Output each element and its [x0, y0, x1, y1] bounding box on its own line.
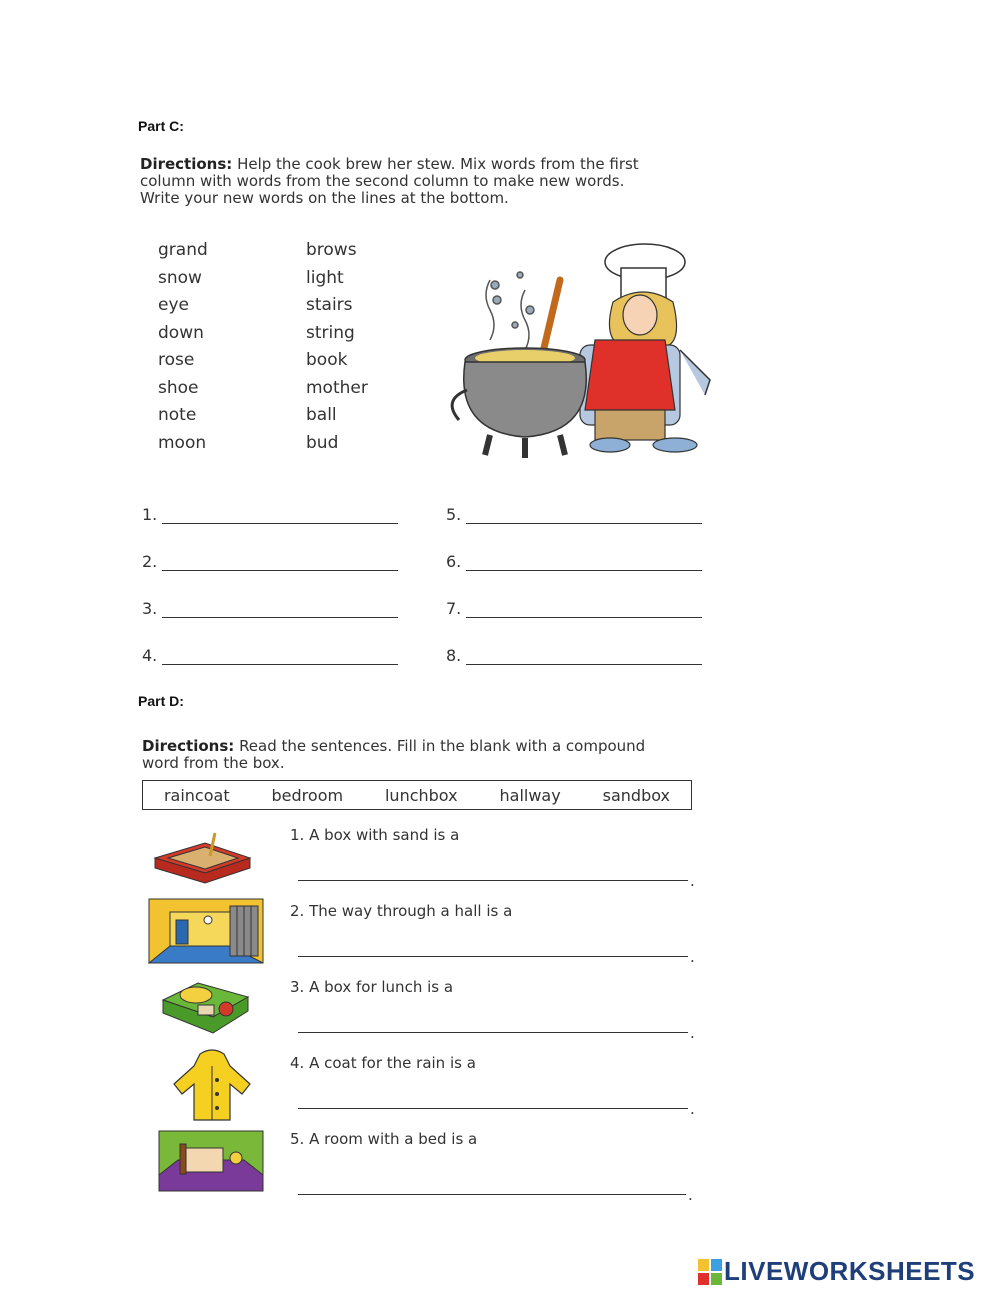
bedroom-icon: [158, 1130, 264, 1192]
word-item: brows: [306, 240, 357, 260]
liveworksheets-logo: [698, 1256, 975, 1287]
period: .: [690, 948, 695, 966]
fill-blank-line[interactable]: [298, 1108, 688, 1109]
word-box-item: raincoat: [163, 785, 230, 805]
word-column-1: [158, 237, 208, 457]
directions-line-1: Read the sentences. Fill in the blank with a compound: [239, 737, 646, 755]
pot-icon: [452, 348, 586, 458]
word-item: bud: [306, 432, 339, 453]
chef-hat-icon: [605, 244, 685, 298]
directions-line-3: Write your new words on the lines at the bottom.: [140, 189, 509, 207]
word-item: snow: [158, 267, 202, 288]
answer-row[interactable]: [446, 646, 702, 665]
logo-blocks-icon: [698, 1259, 722, 1285]
word-item: down: [158, 322, 204, 343]
word-item: rose: [158, 350, 195, 370]
directions-line-2: column with words from the second column to make new words.: [140, 172, 625, 190]
period: .: [688, 1186, 693, 1204]
directions-bold: Directions:: [140, 155, 233, 173]
word-item: stairs: [306, 295, 353, 315]
answer-number: 1.: [142, 505, 158, 524]
word-box-item: hallway: [499, 785, 561, 805]
logo-text: LIVEWORKSHEETS: [724, 1256, 976, 1286]
answer-number: 3.: [142, 599, 158, 618]
answers-right: [446, 505, 702, 665]
sentence: 4. A coat for the rain is a: [290, 1054, 476, 1072]
word-box-item: lunchbox: [384, 785, 458, 805]
sandbox-icon: [150, 828, 255, 886]
sentence: 1. A box with sand is a: [290, 826, 460, 844]
answer-number: 4.: [142, 646, 158, 665]
answer-row[interactable]: [446, 552, 702, 571]
directions-line-1: Help the cook brew her stew. Mix words from the first: [237, 155, 639, 173]
word-item: grand: [158, 240, 208, 260]
answer-number: 2.: [142, 552, 158, 571]
word-item: ball: [306, 405, 337, 425]
answer-line[interactable]: [466, 556, 702, 571]
lunchbox-icon: [158, 975, 254, 1037]
answer-row[interactable]: [446, 599, 702, 618]
fill-blank-line[interactable]: [298, 1032, 688, 1033]
word-box: [142, 780, 692, 810]
answer-line[interactable]: [162, 603, 398, 618]
answer-line[interactable]: [466, 603, 702, 618]
fill-blank-line[interactable]: [298, 880, 688, 881]
word-item: note: [158, 405, 197, 425]
directions-bold: Directions:: [142, 737, 235, 755]
word-item: shoe: [158, 377, 199, 398]
word-box-item: bedroom: [271, 785, 344, 805]
answer-line[interactable]: [162, 650, 398, 665]
word-item: eye: [158, 295, 189, 315]
directions-line-2: word from the box.: [142, 754, 285, 772]
word-item: moon: [158, 432, 207, 453]
answer-row[interactable]: [142, 552, 398, 571]
word-column-2: [306, 237, 368, 457]
word-item: mother: [306, 377, 368, 398]
period: .: [690, 872, 695, 890]
sentence: 3. A box for lunch is a: [290, 978, 454, 996]
steam-icon: [486, 272, 534, 350]
answer-row[interactable]: [142, 599, 398, 618]
part-d-label: Part D:: [138, 693, 184, 709]
word-item: light: [306, 267, 344, 288]
word-box-item: sandbox: [602, 785, 670, 805]
part-c-label: Part C:: [138, 118, 184, 134]
fill-blank-line[interactable]: [298, 1194, 686, 1195]
period: .: [690, 1024, 695, 1042]
word-item: string: [306, 322, 355, 343]
answer-row[interactable]: [142, 505, 398, 524]
hallway-icon: [148, 898, 264, 964]
answer-number: 5.: [446, 505, 462, 524]
apron-icon: [585, 340, 675, 410]
sentence: 2. The way through a hall is a: [290, 902, 513, 920]
sentence: 5. A room with a bed is a: [290, 1130, 478, 1148]
answer-number: 8.: [446, 646, 462, 665]
answer-line[interactable]: [162, 556, 398, 571]
cook-illustration: [435, 240, 725, 470]
answer-row[interactable]: [446, 505, 702, 524]
part-c-directions: [140, 156, 760, 207]
answer-line[interactable]: [466, 509, 702, 524]
period: .: [690, 1100, 695, 1118]
answer-row[interactable]: [142, 646, 398, 665]
answer-number: 7.: [446, 599, 462, 618]
answer-line[interactable]: [466, 650, 702, 665]
word-item: book: [306, 350, 348, 370]
part-d-directions: [142, 738, 722, 772]
answer-line[interactable]: [162, 509, 398, 524]
answers-left: [142, 505, 398, 665]
answer-number: 6.: [446, 552, 462, 571]
fill-blank-line[interactable]: [298, 956, 688, 957]
raincoat-icon: [170, 1048, 254, 1124]
